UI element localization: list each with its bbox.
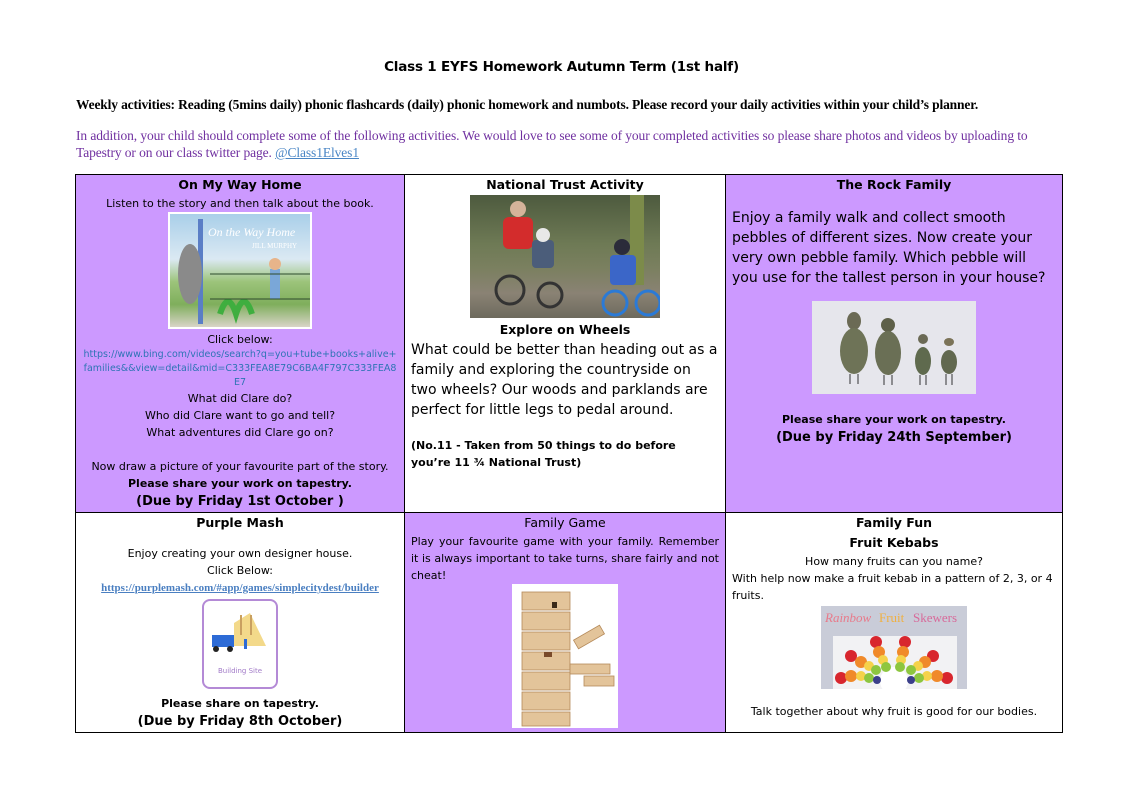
cell-rock-family: [726, 175, 1063, 513]
pebble-family-image: [812, 301, 976, 394]
svg-text:Skewers: Skewers: [913, 610, 958, 625]
draw-instruction: Now draw a picture of your favourite part of the story.: [91, 460, 389, 473]
svg-text:JILL MURPHY: JILL MURPHY: [252, 242, 298, 250]
share-instruction: Please share your work on tapestry.: [128, 477, 352, 490]
svg-text:On the Way Home: On the Way Home: [208, 225, 296, 239]
block-tower-image: [512, 584, 618, 728]
cell-intro: Enjoy creating your own designer house.: [127, 547, 353, 560]
question-1: How many fruits can you name?: [805, 555, 983, 568]
cell-title: National Trust Activity: [486, 177, 644, 192]
cell-family-fun: [726, 513, 1063, 733]
cell-footer: Talk together about why fruit is good for our bodies.: [750, 705, 1038, 718]
question-2: Who did Clare want to go and tell?: [144, 409, 336, 422]
question-1: What did Clare do?: [187, 392, 293, 405]
cell-subtitle: Fruit Kebabs: [849, 535, 939, 550]
click-below-label: Click below:: [207, 333, 273, 346]
cell-subtitle: Explore on Wheels: [499, 322, 631, 337]
svg-text:Fruit: Fruit: [879, 610, 905, 625]
cell-title: Purple Mash: [196, 515, 284, 530]
book-cover-image: [168, 212, 312, 329]
cell-title: On My Way Home: [178, 177, 302, 192]
activities-grid: [75, 174, 1063, 733]
intro-paragraph: [76, 127, 1066, 161]
due-date: (Due by Friday 8th October): [137, 714, 343, 729]
cell-intro: Listen to the story and then talk about the book.: [106, 197, 374, 210]
weekly-activities: Weekly activities: Reading (5mins daily) phonic flashcards (daily) phonic homework and numbots. Please record your daily activities within your child’s planner.: [76, 97, 979, 112]
share-instruction: Please share on tapestry.: [161, 697, 319, 710]
cell-body: With help now make a fruit kebab in a pattern of 2, 3, or 4 fruits.: [732, 572, 1053, 602]
app-icon-label: Building Site: [217, 667, 263, 675]
purple-mash-link[interactable]: https://purplemash.com/#app/games/simplecitydest/builder: [101, 582, 379, 594]
cell-body: Play your favourite game with your family. Remember it is always important to take turns, share fairly and not cheat!: [411, 535, 719, 582]
story-video-link[interactable]: https://www.bing.com/videos/search?q=you+tube+books+alive+families&&view=detail&mid=C333FEA8E79C6BA4F797C333FEA8E7: [83, 349, 397, 388]
cell-purple-mash: [76, 513, 405, 733]
intro-text: In addition, your child should complete some of the following activities. We would love to see some of your completed activities so please share photos and videos by uploading to Tapestry or on our class twitter page.: [76, 128, 1028, 160]
cell-title: Family Game: [524, 515, 606, 530]
svg-text:Rainbow: Rainbow: [825, 610, 872, 625]
twitter-link[interactable]: @Class1Elves1: [275, 145, 359, 160]
click-below-label: Click Below:: [207, 564, 273, 577]
due-date: (Due by Friday 24th September): [776, 430, 1012, 445]
cell-body: What could be better than heading out as a family and exploring the countryside on two wheels? Our woods and parklands are perfect for little legs to pedal around.: [411, 342, 718, 418]
cell-national-trust: [405, 175, 726, 513]
cell-on-my-way-home: [76, 175, 405, 513]
building-site-app-icon[interactable]: [202, 599, 278, 689]
page-title: Class 1 EYFS Homework Autumn Term (1st half): [384, 59, 739, 75]
due-date: (Due by Friday 1st October ): [136, 494, 344, 509]
rainbow-fruit-skewers-image: [821, 606, 967, 689]
share-instruction: Please share your work on tapestry.: [782, 413, 1006, 426]
question-3: What adventures did Clare go on?: [146, 426, 334, 439]
source-note: (No.11 - Taken from 50 things to do before you’re 11 ¾ National Trust): [411, 439, 676, 469]
cell-title: The Rock Family: [836, 177, 952, 192]
cell-body: Enjoy a family walk and collect smooth pebbles of different sizes. Now create your very own pebble family. Which pebble will you use for the tallest person in your house?: [732, 210, 1046, 286]
cycling-photo: [470, 195, 660, 318]
cell-title: Family Fun: [855, 515, 933, 530]
cell-family-game: [405, 513, 726, 733]
